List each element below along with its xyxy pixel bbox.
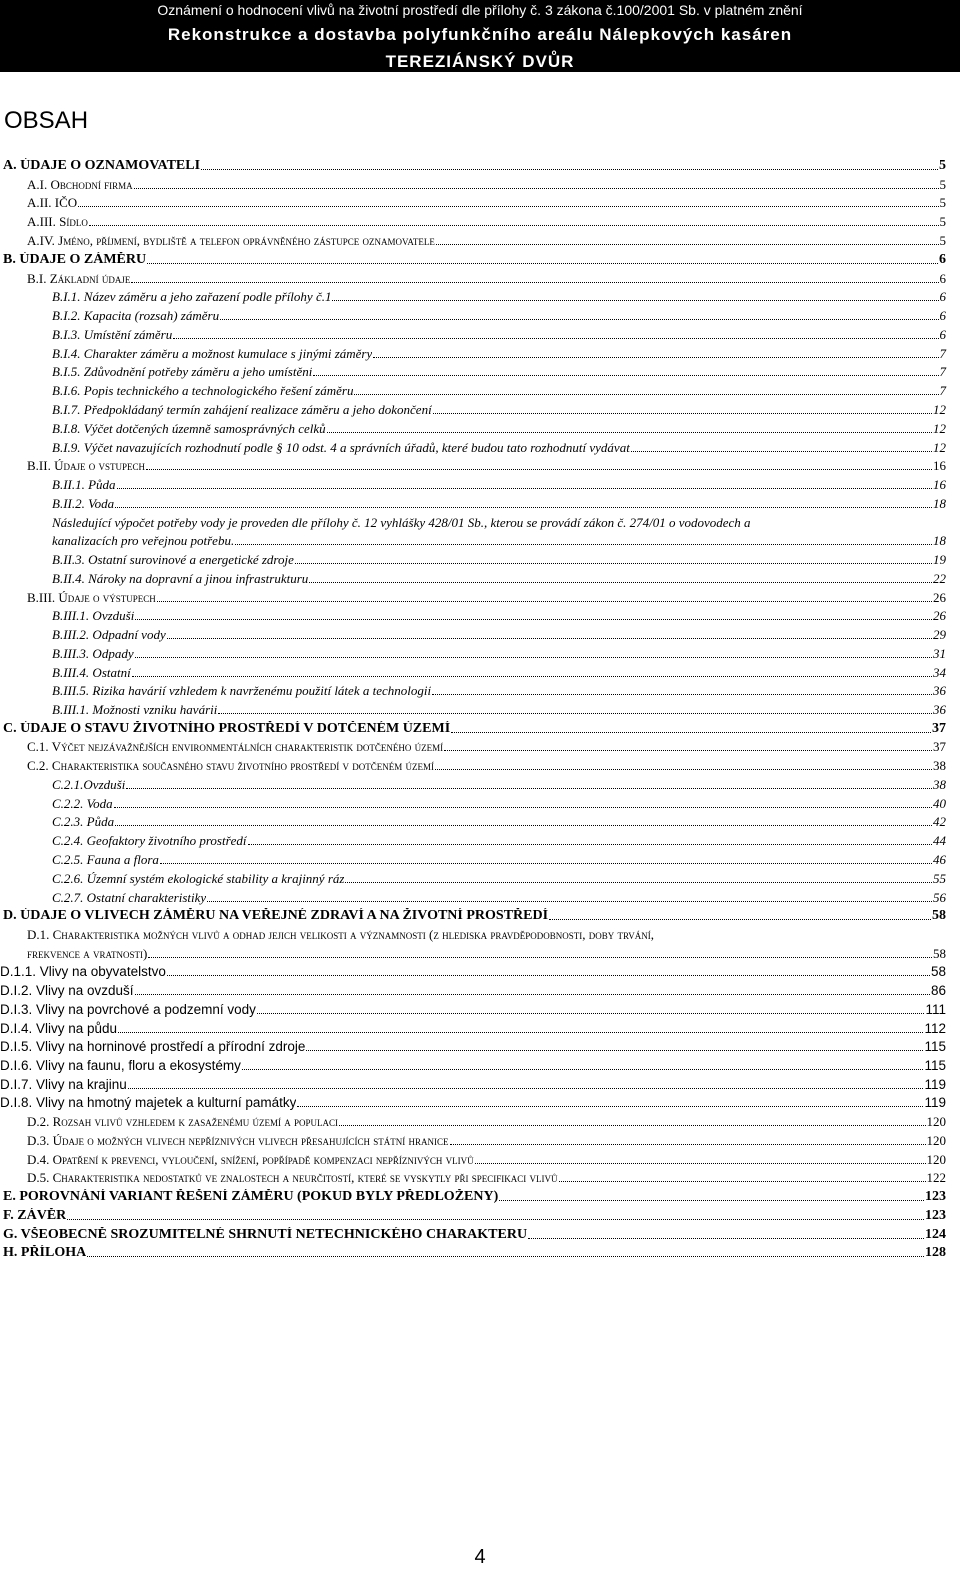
toc-leader-dots <box>160 862 932 864</box>
toc-leader-dots <box>248 843 932 845</box>
toc-leader-dots <box>549 918 931 920</box>
toc-leader-dots <box>309 581 932 583</box>
toc-entry[interactable] <box>0 1058 946 1074</box>
toc-entry-title: B.I.9. Výčet navazujících rozhodnutí podle § 10 odst. 4 a správních úřadů, které budou tato rozhodnutí vydávat <box>52 440 630 455</box>
toc-entry-page: 58 <box>933 946 946 961</box>
toc-entry-page: 120 <box>926 1152 946 1167</box>
toc-entry-title: B.III. Údaje o výstupech <box>27 590 156 605</box>
toc-entry-page: 115 <box>924 1058 946 1073</box>
toc-entry-page: 16 <box>933 458 946 473</box>
toc-leader-dots <box>435 768 932 770</box>
toc-entry-page: 7 <box>939 383 946 398</box>
toc-entry[interactable] <box>27 739 946 755</box>
toc-entry[interactable] <box>27 271 946 287</box>
toc-entry-page: 58 <box>930 964 946 979</box>
toc-entry-page: 123 <box>925 1189 946 1204</box>
toc-entry-page: 7 <box>939 364 946 379</box>
toc-entry-title: D.3. Údaje o možných vlivech nepříznivých vlivech přesahujících státní hranice <box>27 1133 449 1148</box>
toc-leader-dots <box>373 356 938 358</box>
toc-entry-page: 120 <box>926 1133 946 1148</box>
toc-entry-page: 5 <box>939 158 946 173</box>
toc-entry[interactable] <box>0 983 946 999</box>
toc-entry[interactable] <box>52 608 946 624</box>
toc-entry-page: 46 <box>933 852 946 867</box>
toc-leader-dots <box>499 1199 924 1201</box>
toc-entry-page: 119 <box>924 1077 946 1092</box>
toc-leader-dots <box>450 1143 926 1145</box>
toc-entry[interactable] <box>27 195 946 211</box>
toc-entry-title: kanalizacích pro veřejnou potřebu. <box>52 533 235 548</box>
toc-entry-title: C.2.2. Voda <box>52 796 113 811</box>
toc-entry-title: C.2.4. Geofaktory životního prostředí <box>52 833 247 848</box>
toc-leader-dots <box>332 299 938 301</box>
toc-leader-dots <box>78 205 938 207</box>
toc-entry-title: D.1. Charakteristika možných vlivů a odhad jejich velikosti a významnosti (z hlediska pravděpodobnosti, doby trvání, <box>27 927 654 942</box>
toc-entry-title: C.2.1.Ovzduší <box>52 777 126 792</box>
toc-leader-dots <box>451 731 931 733</box>
toc-leader-dots <box>207 900 932 902</box>
toc-entry[interactable] <box>52 777 946 793</box>
toc-entry-title: C.2.6. Územní systém ekologické stability a krajinný ráz <box>52 871 345 886</box>
toc-entry-title: frekvence a vratnosti) <box>27 946 148 961</box>
toc-entry-page: 6 <box>939 327 946 342</box>
toc-leader-dots <box>87 1255 924 1257</box>
toc-entry-title: F. ZÁVĚR <box>3 1208 67 1223</box>
toc-entry-page: 40 <box>933 796 946 811</box>
toc-entry-page: 12 <box>933 421 946 436</box>
toc-leader-dots <box>115 824 932 826</box>
toc-entry-title: B.I.5. Zdůvodnění potřeby záměru a jeho umístění <box>52 364 313 379</box>
toc-leader-dots <box>147 262 938 264</box>
toc-entry[interactable] <box>3 252 946 268</box>
toc-leader-dots <box>345 881 932 883</box>
toc-leader-dots <box>167 637 932 639</box>
toc-entry-title: C. ÚDAJE O STAVU ŽIVOTNÍHO PROSTŘEDÍ V DOTČENÉM ÚZEMÍ <box>3 721 451 736</box>
toc-entry-title: B.III.3. Odpady <box>52 646 134 661</box>
toc-entry[interactable] <box>27 1114 946 1130</box>
toc-entry-title: H. PŘÍLOHA <box>3 1245 87 1260</box>
toc-leader-dots <box>235 543 932 545</box>
toc-entry-page: 44 <box>933 833 946 848</box>
toc-entry[interactable] <box>27 177 946 193</box>
toc-entry[interactable] <box>27 214 946 230</box>
toc-entry-page: 12 <box>933 440 946 455</box>
toc-entry[interactable] <box>27 1170 946 1186</box>
toc-entry-title: B.III.1. Ovzduší <box>52 608 135 623</box>
toc-entry[interactable] <box>52 571 946 587</box>
toc-entry-page: 6 <box>939 289 946 304</box>
toc-entry-title: B.I. Základní údaje <box>27 271 131 286</box>
toc-entry-title: B.I.6. Popis technického a technologického řešení záměru <box>52 383 354 398</box>
toc-leader-dots <box>218 712 932 714</box>
toc-entry-title: C.2.7. Ostatní charakteristiky <box>52 890 207 905</box>
toc-entry-title: B.III.5. Rizika havárií vzhledem k navrženému použití látek a technologií <box>52 683 432 698</box>
toc-entry-page: 42 <box>933 814 946 829</box>
toc-entry[interactable] <box>52 440 946 456</box>
toc-entry[interactable] <box>3 721 946 737</box>
toc-entry-title: D. ÚDAJE O VLIVECH ZÁMĚRU NA VEŘEJNÉ ZDRAVÍ A NA ŽIVOTNÍ PROSTŘEDÍ <box>3 908 549 923</box>
toc-entry[interactable] <box>52 683 946 699</box>
toc-entry[interactable] <box>3 908 946 924</box>
toc-leader-dots <box>115 506 932 508</box>
toc-entry-page: 29 <box>933 627 946 642</box>
toc-entry-page: 22 <box>933 571 946 586</box>
toc-entry[interactable] <box>27 590 946 606</box>
toc-entry-title: B.II.4. Nároky na dopravní a jinou infrastrukturu <box>52 571 309 586</box>
toc-entry-title: B. ÚDAJE O ZÁMĚRU <box>3 252 147 267</box>
toc-leader-dots <box>167 974 930 976</box>
header-line-2: Rekonstrukce a dostavba polyfunkčního areálu Nálepkových kasáren <box>167 25 793 44</box>
toc-entry-page: 111 <box>925 1002 946 1017</box>
toc-entry-title: C.2.3. Půda <box>52 814 115 829</box>
toc-entry-page: 58 <box>932 908 946 923</box>
toc-entry-page: 18 <box>933 496 946 511</box>
toc-entry-page: 12 <box>933 402 946 417</box>
toc-entry-page: 112 <box>924 1021 946 1036</box>
toc-leader-dots <box>117 487 932 489</box>
toc-entry[interactable] <box>27 1133 946 1149</box>
toc-leader-dots <box>327 431 932 433</box>
toc-leader-dots <box>146 468 932 470</box>
toc-entry[interactable] <box>52 402 946 418</box>
toc-leader-dots <box>131 281 938 283</box>
toc-entry-title: B.I.7. Předpokládaný termín zahájení realizace záměru a jeho dokončení <box>52 402 432 417</box>
toc-entry-page: 7 <box>939 346 946 361</box>
toc-entry-title: D.I.2. Vlivy na ovzduší <box>0 983 134 998</box>
toc-entry-page: 119 <box>924 1095 946 1110</box>
toc-entry[interactable] <box>0 964 946 980</box>
toc-entry-title: C.2. Charakteristika současného stavu životního prostředí v dotčeném území <box>27 758 434 773</box>
toc-leader-dots <box>631 450 932 452</box>
toc-entry-title: B.I.1. Název záměru a jeho zařazení podle přílohy č.1 <box>52 289 332 304</box>
toc-leader-dots <box>135 618 932 620</box>
toc-leader-dots <box>118 1031 923 1033</box>
toc-entry-page: 5 <box>939 214 946 229</box>
toc-entry[interactable] <box>52 702 946 718</box>
toc-entry-title: B.I.2. Kapacita (rozsah) záměru <box>52 308 220 323</box>
toc-entry-page: 16 <box>933 477 946 492</box>
toc-entry-title: D.I.5. Vlivy na horninové prostředí a přírodní zdroje <box>0 1039 306 1054</box>
toc-entry-page: 123 <box>925 1208 946 1223</box>
toc-title: OBSAH <box>4 107 89 134</box>
toc-entry[interactable] <box>27 758 946 774</box>
toc-entry-title: Následující výpočet potřeby vody je proveden dle přílohy č. 12 vyhlášky 428/01 Sb., kterou se provádí zákon č. 274/01 o vodovodech a <box>52 515 751 530</box>
toc-leader-dots <box>528 1237 924 1239</box>
toc-entry-title: D.I.6. Vlivy na faunu, floru a ekosystémy <box>0 1058 241 1073</box>
toc-entry[interactable] <box>3 1189 946 1205</box>
toc-leader-dots <box>89 224 939 226</box>
toc-entry-title: A. ÚDAJE O OZNAMOVATELI <box>3 158 201 173</box>
toc-entry[interactable] <box>52 421 946 437</box>
toc-entry[interactable] <box>52 308 946 324</box>
toc-entry[interactable] <box>52 515 946 531</box>
toc-entry-title: C.2.5. Fauna a flora <box>52 852 159 867</box>
toc-entry-title: D.I.4. Vlivy na půdu <box>0 1021 118 1036</box>
toc-entry[interactable] <box>52 871 946 887</box>
toc-leader-dots <box>257 1012 925 1014</box>
toc-entry-title: D.I.7. Vlivy na krajinu <box>0 1077 127 1092</box>
header-line-3: TEREZIÁNSKÝ DVŮR <box>385 52 575 71</box>
toc-leader-dots <box>220 318 938 320</box>
toc-entry-title: B.II.3. Ostatní surovinové a energetické zdroje <box>52 552 294 567</box>
toc-entry[interactable] <box>27 946 946 962</box>
toc-entry-title: C.1. Výčet nejzávažnějších environmentálních charakteristik dotčeného území <box>27 739 444 754</box>
toc-entry[interactable] <box>27 927 946 943</box>
toc-entry-page: 6 <box>939 252 946 267</box>
toc-entry-page: 38 <box>933 758 946 773</box>
toc-leader-dots <box>128 1087 924 1089</box>
toc-entry[interactable] <box>52 852 946 868</box>
header-line-1: Oznámení o hodnocení vlivů na životní prostředí dle přílohy č. 3 zákona č.100/2001 Sb. v platném znění <box>157 2 803 18</box>
toc-entry-page: 18 <box>933 533 946 548</box>
toc-leader-dots <box>433 412 932 414</box>
toc-entry-title: D.1.1. Vlivy na obyvatelstvo <box>0 964 166 979</box>
toc-entry-title: B.I.4. Charakter záměru a možnost kumulace s jinými záměry <box>52 346 373 361</box>
toc-entry-title: D.5. Charakteristika nedostatků ve znalostech a neurčitostí, které se vyskytly při specifikaci vlivů <box>27 1170 558 1185</box>
toc-entry-page: 55 <box>933 871 946 886</box>
toc-entry-page: 5 <box>939 195 946 210</box>
toc-entry[interactable] <box>3 1208 946 1224</box>
toc-entry[interactable] <box>52 796 946 812</box>
toc-entry-page: 36 <box>933 683 946 698</box>
toc-leader-dots <box>306 1049 923 1051</box>
toc-entry[interactable] <box>52 364 946 380</box>
toc-entry-title: D.I.8. Vlivy na hmotný majetek a kulturní památky <box>0 1095 297 1110</box>
toc-entry-title: A.I. Obchodní firma <box>27 177 133 192</box>
toc-leader-dots <box>242 1068 924 1070</box>
toc-leader-dots <box>339 1124 925 1126</box>
toc-entry-title: B.III.1. Možnosti vzniku havárií <box>52 702 218 717</box>
toc-entry-page: 26 <box>933 608 946 623</box>
toc-entry-page: 86 <box>930 983 946 998</box>
toc-entry-title: B.II.1. Půda <box>52 477 116 492</box>
toc-entry-page: 115 <box>924 1039 946 1054</box>
toc-entry-page: 37 <box>933 739 946 754</box>
toc-entry[interactable] <box>52 289 946 305</box>
toc-entry-title: B.II. Údaje o vstupech <box>27 458 145 473</box>
toc-leader-dots <box>313 374 938 376</box>
toc-entry[interactable] <box>3 158 946 174</box>
toc-entry-page: 26 <box>933 590 946 605</box>
toc-entry-page: 5 <box>939 233 946 248</box>
toc-entry-title: A.II. IČO <box>27 195 78 210</box>
toc-entry-page: 37 <box>932 721 946 736</box>
toc-leader-dots <box>126 787 932 789</box>
toc-leader-dots <box>201 168 938 170</box>
toc-entry[interactable] <box>52 533 946 549</box>
toc-leader-dots <box>559 1180 926 1182</box>
toc-entry[interactable] <box>52 477 946 493</box>
toc-leader-dots <box>173 337 938 339</box>
toc-entry[interactable] <box>52 833 946 849</box>
toc-leader-dots <box>114 806 932 808</box>
toc-entry-page: 19 <box>933 552 946 567</box>
toc-entry-title: D.I.3. Vlivy na povrchové a podzemní vody <box>0 1002 256 1017</box>
toc-leader-dots <box>132 675 932 677</box>
toc-entry[interactable] <box>0 1002 946 1018</box>
toc-entry-page: 38 <box>933 777 946 792</box>
toc-leader-dots <box>475 1162 926 1164</box>
page-number: 4 <box>474 1546 486 1568</box>
toc-leader-dots <box>297 1105 923 1107</box>
toc-entry-title: D.4. Opatření k prevenci, vyloučení, snížení, popřípadě kompenzaci nepříznivých vlivů <box>27 1152 474 1167</box>
toc-leader-dots <box>134 187 939 189</box>
toc-entry[interactable] <box>3 1245 946 1261</box>
toc-entry[interactable] <box>52 627 946 643</box>
toc-entry-page: 128 <box>925 1245 946 1260</box>
toc-entry-page: 31 <box>933 646 946 661</box>
toc-leader-dots <box>135 656 932 658</box>
toc-entry-page: 124 <box>925 1227 946 1242</box>
toc-entry[interactable] <box>0 1021 946 1037</box>
toc-entry-page: 36 <box>933 702 946 717</box>
toc-leader-dots <box>432 693 932 695</box>
toc-entry[interactable] <box>52 665 946 681</box>
toc-entry[interactable] <box>27 1152 946 1168</box>
toc-entry[interactable] <box>52 814 946 830</box>
toc-leader-dots <box>444 749 932 751</box>
toc-entry[interactable] <box>0 1095 946 1111</box>
toc-entry-title: B.I.3. Umístění záměru <box>52 327 173 342</box>
toc-entry-title: G. VŠEOBECNĚ SROZUMITELNÉ SHRNUTÍ NETECHNICKÉHO CHARAKTERU <box>3 1227 528 1242</box>
toc-entry[interactable] <box>52 552 946 568</box>
toc-leader-dots <box>436 243 939 245</box>
toc-entry-title: B.I.8. Výčet dotčených územně samosprávných celků <box>52 421 326 436</box>
toc-entry[interactable] <box>0 1039 946 1055</box>
toc-entry-page: 5 <box>939 177 946 192</box>
toc-leader-dots <box>354 393 938 395</box>
toc-leader-dots <box>157 600 932 602</box>
toc-entry-title: E. POROVNÁNÍ VARIANT ŘEŠENÍ ZÁMĚRU (POKUD BYLY PŘEDLOŽENY) <box>3 1189 499 1204</box>
toc-entry[interactable] <box>0 1077 946 1093</box>
toc-entry[interactable] <box>3 1227 946 1243</box>
toc-entry-page: 56 <box>933 890 946 905</box>
toc-entry-title: A.IV. Jméno, příjmení, bydliště a telefon oprávněného zástupce oznamovatele <box>27 233 435 248</box>
toc-leader-dots <box>135 993 930 995</box>
toc-entry[interactable] <box>27 458 946 474</box>
toc-entry-title: A.III. Sídlo <box>27 214 88 229</box>
toc-entry[interactable] <box>52 890 946 906</box>
toc-leader-dots <box>148 956 932 958</box>
toc-entry[interactable] <box>52 383 946 399</box>
toc-entry-title: B.III.2. Odpadní vody <box>52 627 166 642</box>
toc-entry-page: 122 <box>926 1170 946 1185</box>
toc-entry[interactable] <box>27 233 946 249</box>
toc-entry-page: 6 <box>939 308 946 323</box>
toc-entry[interactable] <box>52 646 946 662</box>
toc-entry-title: B.II.2. Voda <box>52 496 115 511</box>
toc-entry[interactable] <box>52 327 946 343</box>
toc-entry-page: 6 <box>939 271 946 286</box>
toc-leader-dots <box>67 1218 924 1220</box>
toc-leader-dots <box>295 562 932 564</box>
toc-entry-title: D.2. Rozsah vlivů vzhledem k zasaženému území a populaci <box>27 1114 339 1129</box>
toc-entry[interactable] <box>52 496 946 512</box>
toc-entry-page: 120 <box>926 1114 946 1129</box>
toc-entry-title: B.III.4. Ostatní <box>52 665 131 680</box>
toc-entry[interactable] <box>52 346 946 362</box>
toc-entry-page: 34 <box>933 665 946 680</box>
